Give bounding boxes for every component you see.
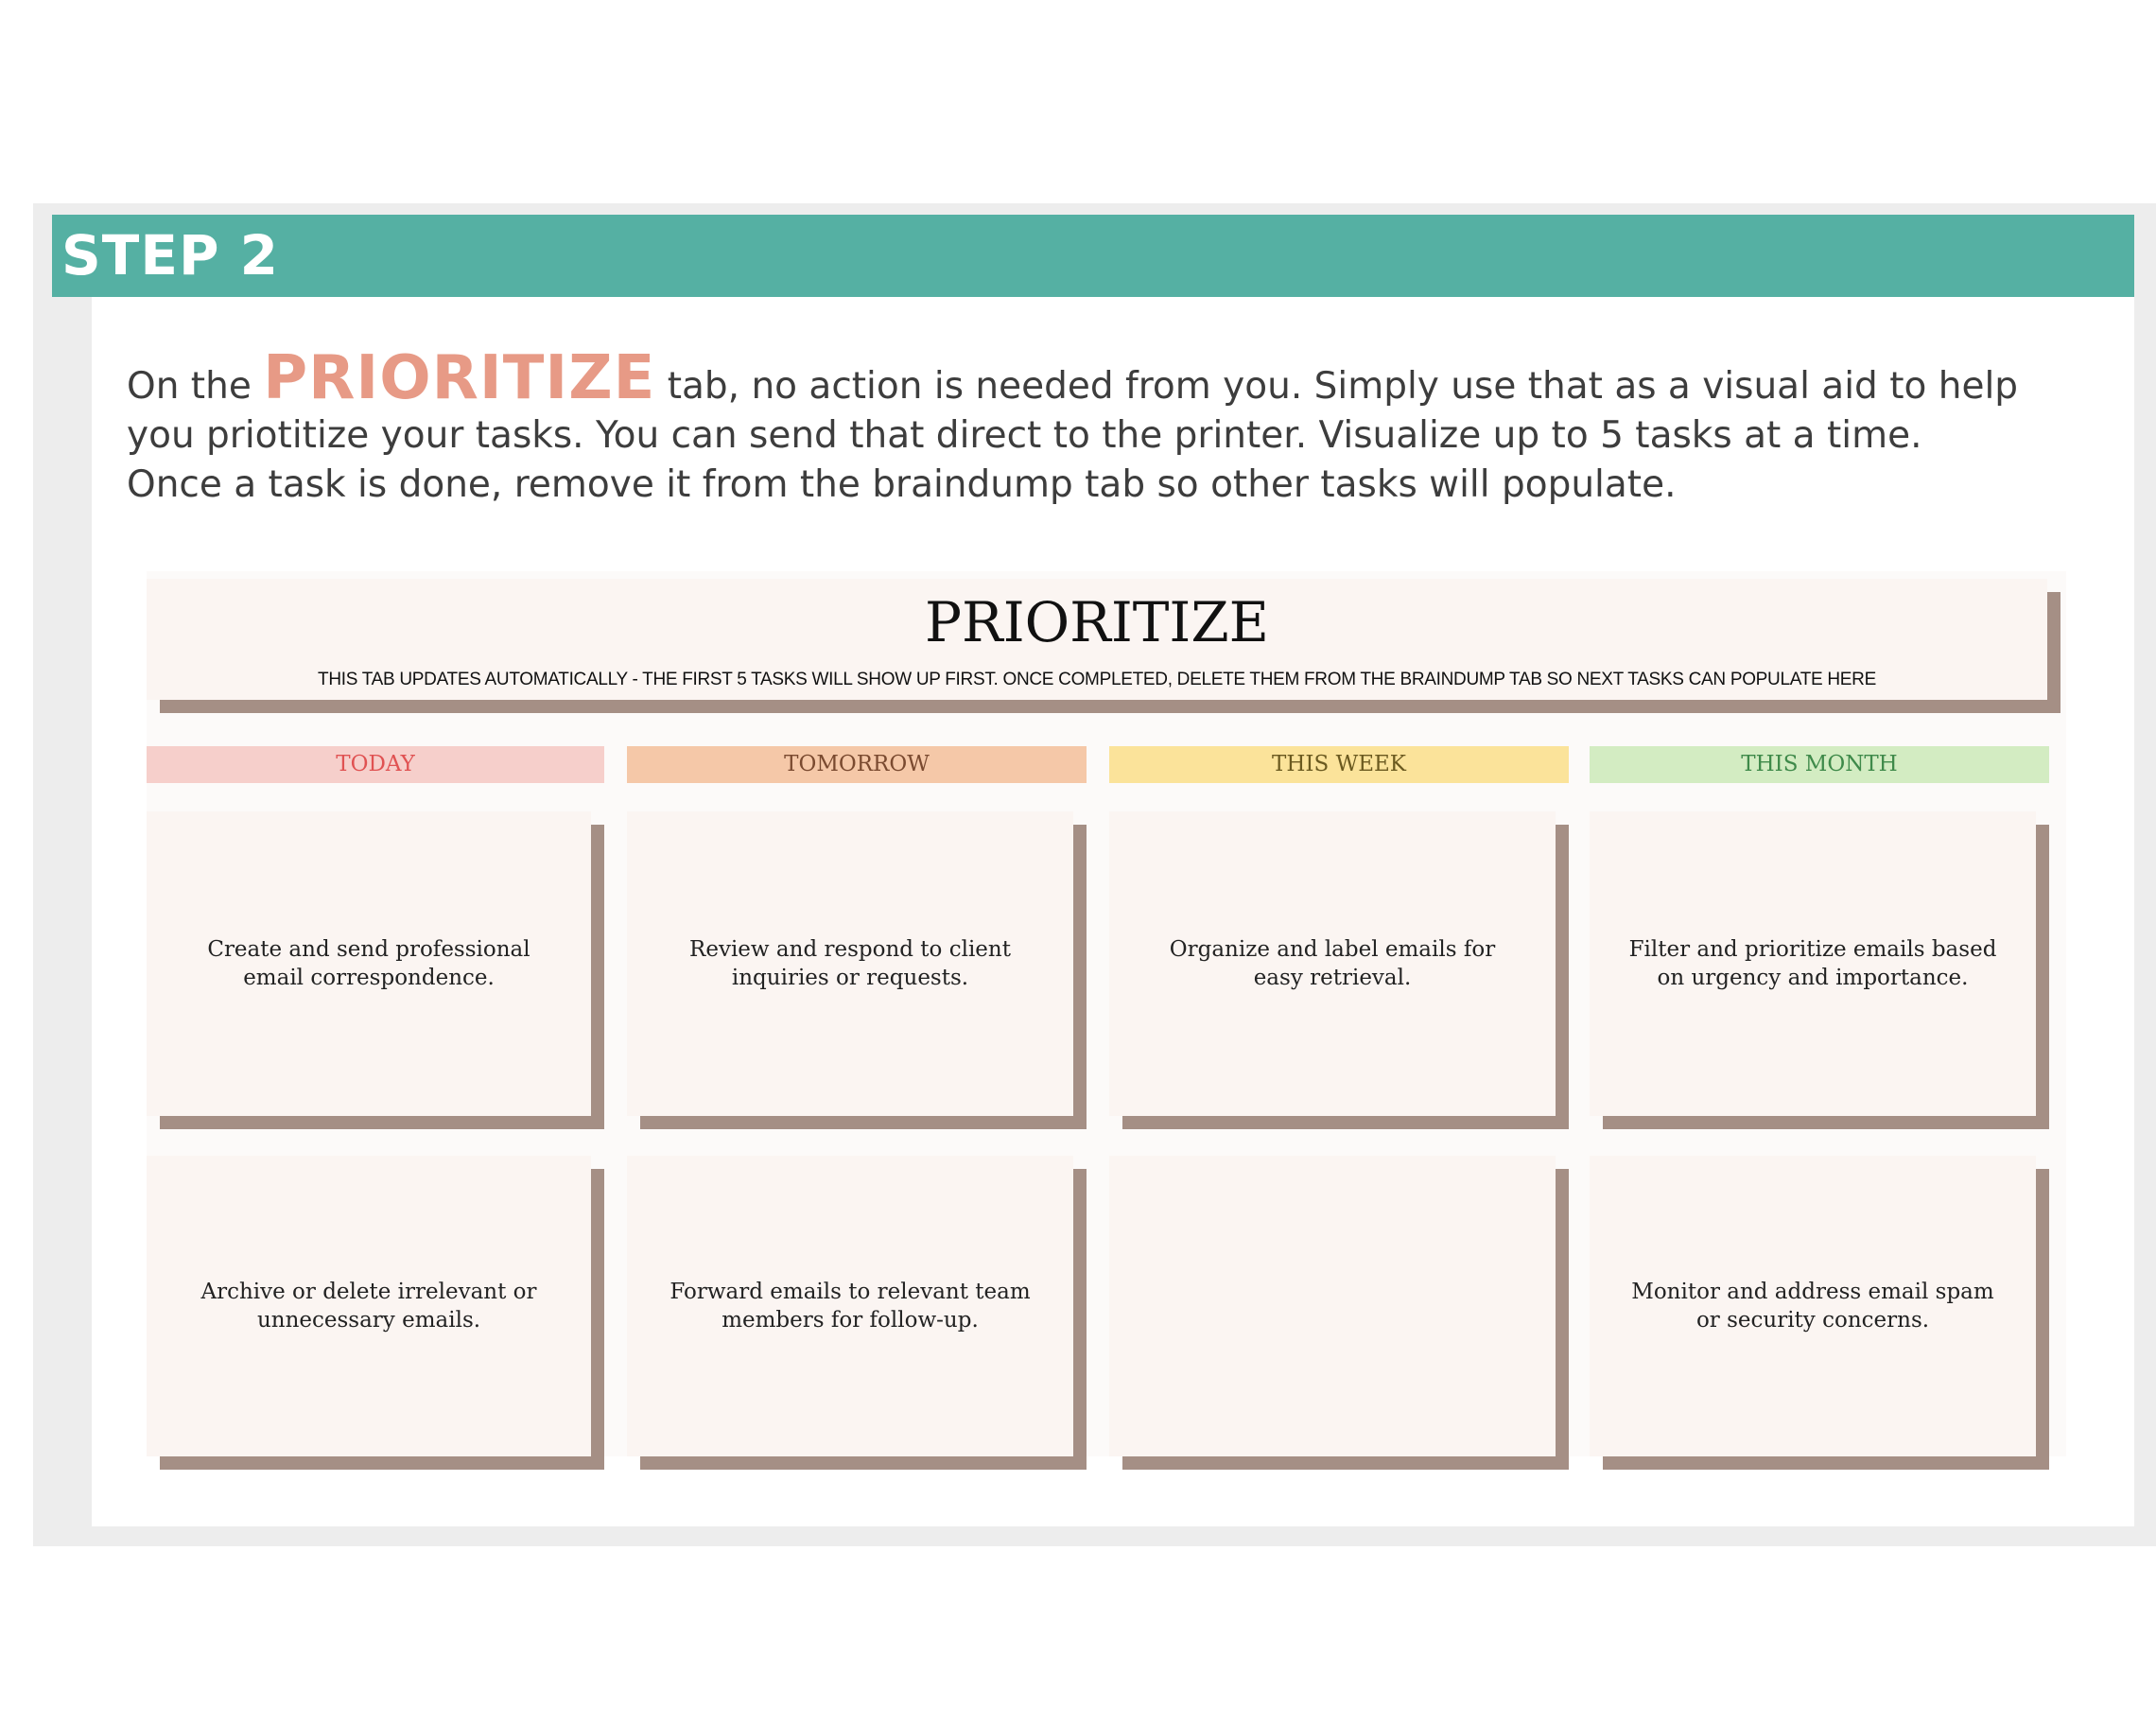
instructions-line-1 (127, 343, 2113, 413)
sheet-title: PRIORITIZE (925, 590, 1269, 654)
instructions (127, 343, 2113, 510)
column-header-tomorrow: TOMORROW (627, 746, 1087, 783)
task-text: Create and send professional email correspondence. (207, 937, 530, 990)
task-text: Organize and label emails for easy retrieval. (1169, 937, 1496, 990)
instructions-line-2: you priotitize your tasks. You can send that direct to the printer. Visualize up to 5 tasks at a time. (127, 414, 1922, 457)
task-text: Review and respond to client inquiries or requests. (689, 937, 1011, 990)
column-header-today: TODAY (147, 746, 604, 783)
step-title: STEP 2 (61, 223, 280, 288)
sheet-title-card (147, 579, 2047, 700)
prioritize-sheet (147, 571, 2066, 1456)
instructions-line-1-rest: tab, no action is needed from you. Simply use that as a visual aid to help (655, 365, 2019, 408)
task-text: Archive or delete irrelevant or unnecessary emails. (200, 1280, 537, 1333)
task-card (1109, 1156, 1556, 1456)
task-card (627, 1156, 1073, 1456)
task-card (147, 811, 591, 1116)
task-text: Forward emails to relevant team members for follow-up. (669, 1280, 1031, 1333)
instructions-lead: On the (127, 365, 264, 408)
task-card (627, 811, 1073, 1116)
column-header-this-month: THIS MONTH (1590, 746, 2049, 783)
sheet-subtitle: THIS TAB UPDATES AUTOMATICALLY - THE FIRST 5 TASKS WILL SHOW UP FIRST. ONCE COMPLETED, DELETE THEM FROM THE BRAINDUMP TAB SO NEXT TASKS CAN POPULATE HERE (318, 670, 1876, 689)
task-card (1590, 1156, 2036, 1456)
step-header-bar (52, 215, 2134, 297)
task-text: Monitor and address email spam or security concerns. (1631, 1280, 1994, 1333)
task-card (147, 1156, 591, 1456)
column-header-this-week: THIS WEEK (1109, 746, 1569, 783)
task-card (1590, 811, 2036, 1116)
prioritize-keyword: PRIORITIZE (263, 343, 656, 413)
instructions-line-3: Once a task is done, remove it from the braindump tab so other tasks will populate. (127, 463, 1677, 506)
task-text: Filter and prioritize emails based on urgency and importance. (1628, 937, 1997, 990)
task-card (1109, 811, 1556, 1116)
